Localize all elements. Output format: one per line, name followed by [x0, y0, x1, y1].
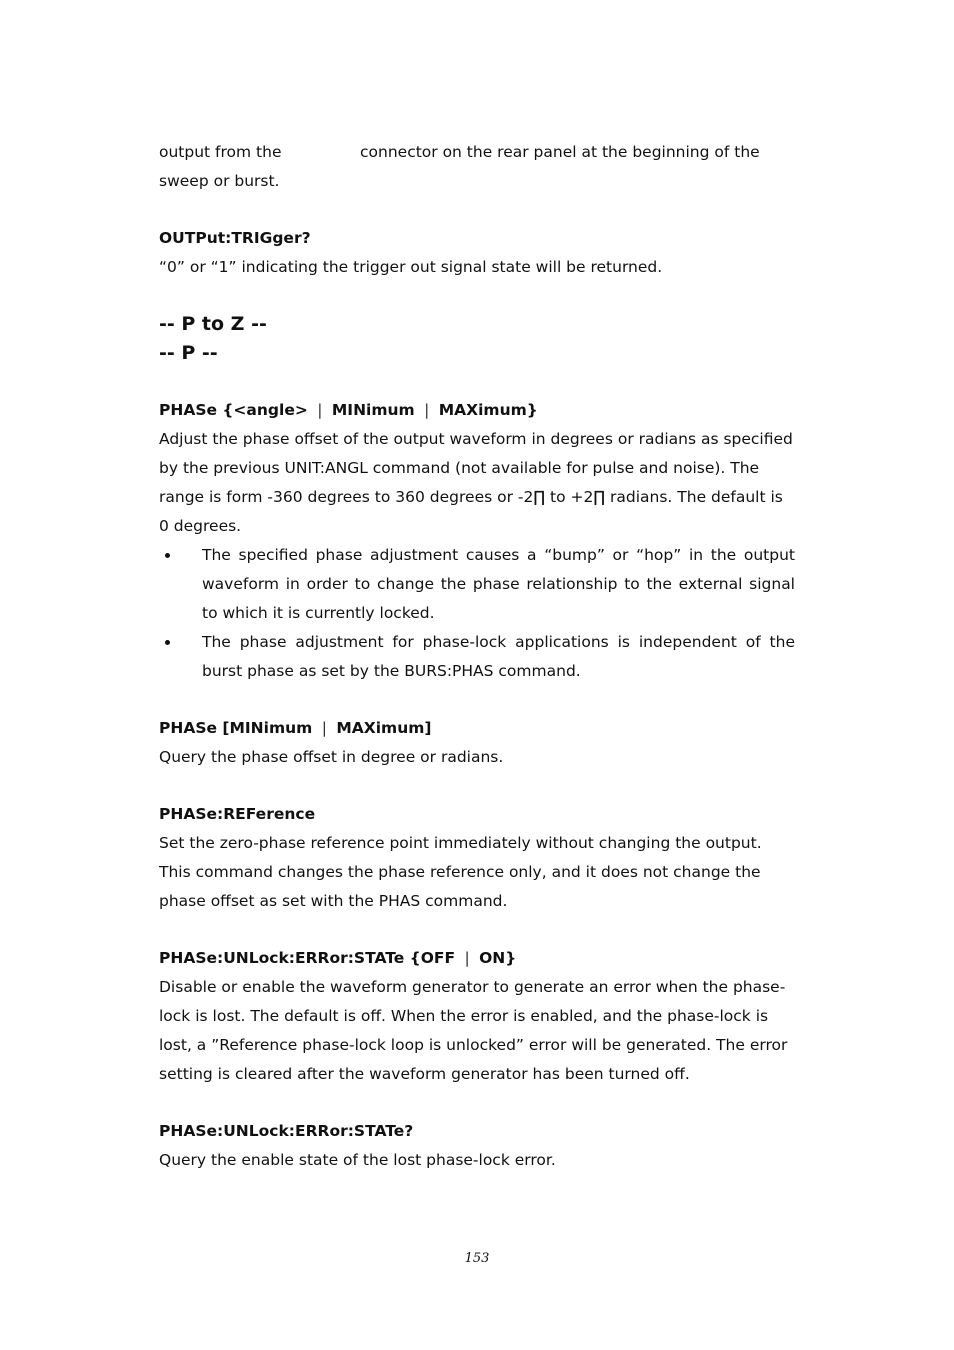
command-syntax: MINimum — [331, 401, 415, 419]
bullet-list — [159, 541, 795, 686]
section-heading-p-to-z: -- P to Z -- — [159, 313, 267, 335]
command-syntax: MAXimum} — [438, 401, 538, 419]
command-syntax: PHASe [MINimum — [159, 719, 313, 737]
command-description: Query the phase offset in degree or radians. — [159, 748, 504, 766]
command-heading-phase-set — [159, 396, 795, 425]
command-description: “0” or “1” indicating the trigger out signal state will be returned. — [159, 258, 663, 276]
page-number: 153 — [464, 1251, 490, 1266]
command-heading-phase-query — [159, 714, 795, 743]
separator: | — [317, 401, 323, 419]
intro-text-a: output from the — [159, 143, 282, 161]
list-item-text: The specified phase adjustment causes a “bump” or “hop” in the output waveform in order to change the phase relationship to the external signal to which it is currently locked. — [202, 546, 795, 622]
separator: | — [424, 401, 430, 419]
command-heading-output-trigger-query: OUTPut:TRIGger? — [159, 229, 311, 247]
list-item-text: The phase adjustment for phase-lock applications is independent of the burst phase as set by the BURS:PHAS command. — [202, 633, 795, 680]
separator: | — [321, 719, 327, 737]
intro-text-b: connector on the rear panel at the beginning of the — [360, 143, 760, 161]
section-heading-p: -- P -- — [159, 342, 218, 364]
command-heading-phase-unlock-error-state — [159, 944, 795, 973]
intro-text-continued: sweep or burst. — [159, 172, 280, 190]
command-description: Set the zero-phase reference point immediately without changing the output. This command changes the phase reference only, and it does not change the phase offset as set with the PHAS command. — [159, 834, 762, 910]
command-description: Query the enable state of the lost phase-lock error. — [159, 1151, 556, 1169]
separator: | — [464, 949, 470, 967]
document-page — [159, 138, 795, 1175]
list-item — [159, 541, 795, 628]
command-syntax: MAXimum] — [336, 719, 432, 737]
list-item — [159, 628, 795, 686]
command-syntax: PHASe {<angle> — [159, 401, 308, 419]
bullet-icon — [165, 640, 170, 645]
bullet-icon — [165, 553, 170, 558]
command-syntax: PHASe:UNLock:ERRor:STATe {OFF — [159, 949, 456, 967]
intro-line — [159, 138, 795, 167]
command-description: Adjust the phase offset of the output waveform in degrees or radians as specified by the previous UNIT:ANGL command (not available for pulse and noise). The range is form -360 degrees to 360 degrees or -2∏ to +2∏ radians. The default is 0 degrees. — [159, 430, 793, 535]
command-description: Disable or enable the waveform generator to generate an error when the phase-lock is lost. The default is off. When the error is enabled, and the phase-lock is lost, a ”Reference phase-lock loop is unlocked” error will be generated. The error setting is cleared after the waveform generator has been turned off. — [159, 978, 788, 1083]
command-heading-phase-reference: PHASe:REFerence — [159, 805, 316, 823]
command-heading-phase-unlock-error-state-query: PHASe:UNLock:ERRor:STATe? — [159, 1122, 414, 1140]
command-syntax: ON} — [479, 949, 517, 967]
